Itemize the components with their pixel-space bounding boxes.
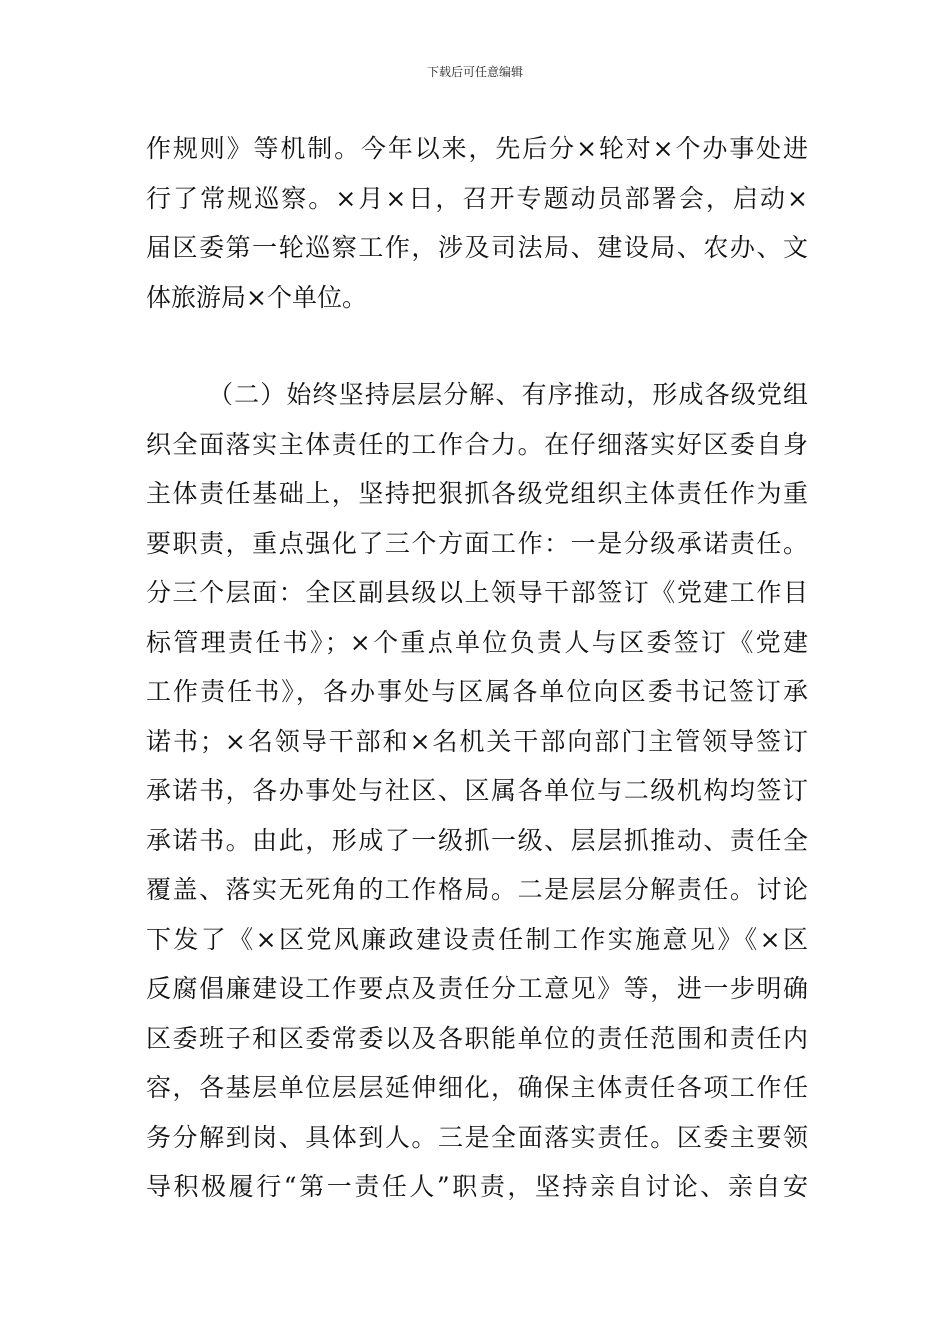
paragraph-2 (146, 370, 808, 1212)
text-line: 作规则》等机制。今年以来，先后分×轮对×个办事处进 (146, 134, 808, 163)
text-line: 承诺书。由此，形成了一级抓一级、层层抓推动、责任全 (146, 825, 808, 855)
text-line: 区委班子和区委常委以及各职能单位的责任范围和责任内 (146, 1023, 808, 1053)
text-line: 诺书；×名领导干部和×名机关干部向部门主管领导签订 (146, 726, 808, 756)
text-line: 体旅游局×个单位。 (146, 282, 367, 312)
text-line: 务分解到岗、具体到人。三是全面落实责任。区委主要领 (146, 1122, 808, 1152)
text-line: 标管理责任书》；×个重点单位负责人与区委签订《党建 (146, 627, 808, 657)
text-line: （二）始终坚持层层分解、有序推动，形成各级党组 (208, 380, 808, 409)
text-line: 下发了《×区党风廉政建设责任制工作实施意见》《×区 (146, 924, 808, 954)
text-line: 导积极履行“第一责任人”职责，坚持亲自讨论、亲自安 (146, 1172, 808, 1201)
text-line: 届区委第一轮巡察工作，涉及司法局、建设局、农办、文 (146, 233, 808, 262)
header-note: 下载后可任意编辑 (426, 65, 523, 79)
text-line: 反腐倡廉建设工作要点及责任分工意见》等，进一步明确 (146, 974, 808, 1003)
text-line: 织全面落实主体责任的工作合力。在仔细落实好区委自身 (146, 429, 808, 459)
text-line: 覆盖、落实无死角的工作格局。二是层层分解责任。讨论 (146, 875, 808, 904)
text-line: 行了常规巡察。×月×日，召开专题动员部署会，启动× (146, 183, 808, 213)
text-line: 工作责任书》，各办事处与区属各单位向区委书记签订承 (146, 677, 808, 706)
text-line: 容，各基层单位层层延伸细化，确保主体责任各项工作任 (146, 1073, 808, 1102)
text-line: 承诺书，各办事处与社区、区属各单位与二级机构均签订 (146, 776, 808, 805)
paragraph-1 (146, 124, 808, 322)
text-line: 要职责，重点强化了三个方面工作：一是分级承诺责任。 (146, 528, 808, 558)
text-line: 主体责任基础上，坚持把狠抓各级党组织主体责任作为重 (146, 479, 808, 508)
text-line: 分三个层面：全区副县级以上领导干部签订《党建工作目 (146, 578, 808, 607)
